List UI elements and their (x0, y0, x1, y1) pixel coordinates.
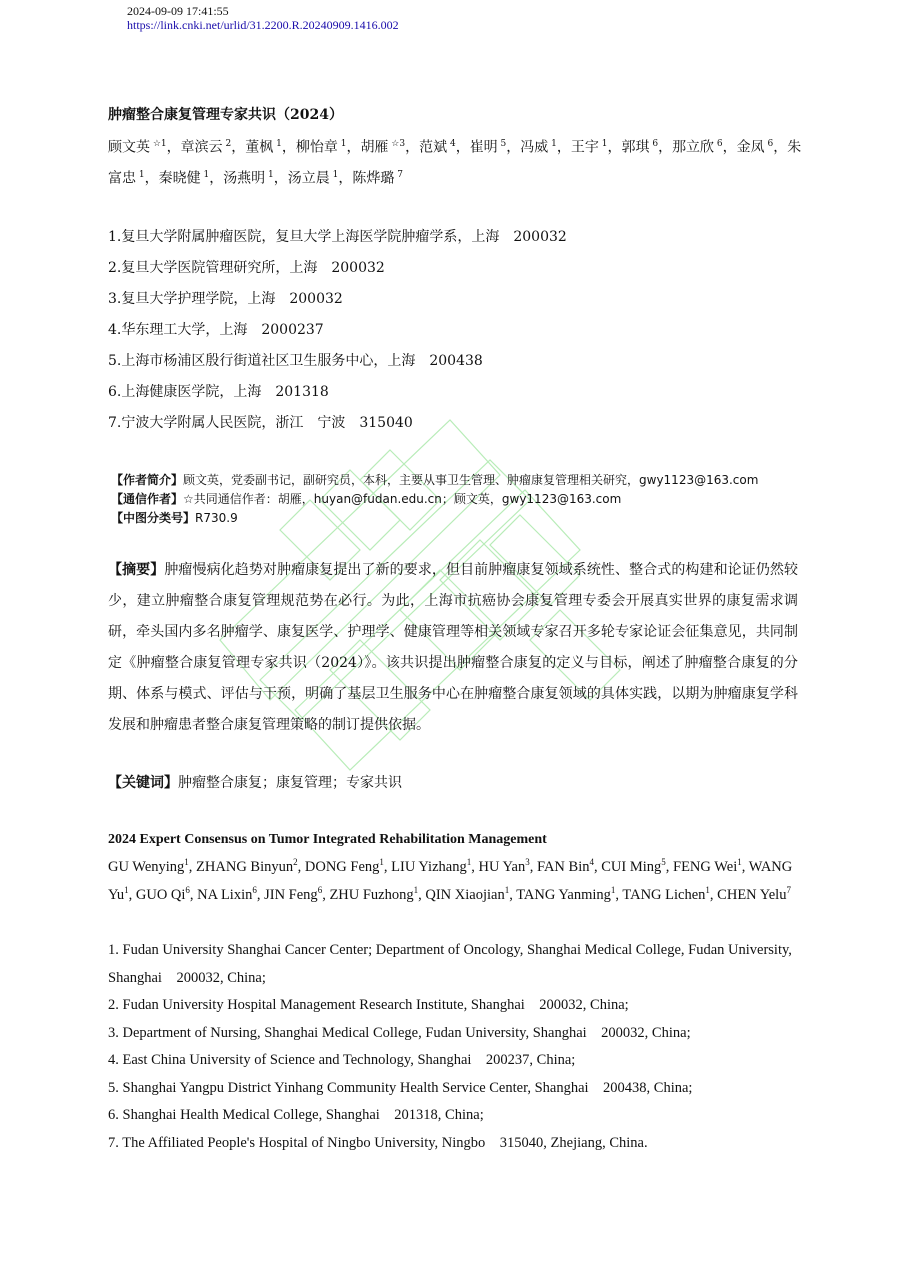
author-cn-affiliation-mark: 1 (329, 169, 339, 180)
corresponding-text: ☆共同通信作者：胡雁，huyan@fudan.edu.cn；顾文英，gwy1123@163.com (183, 492, 622, 506)
keywords (108, 773, 402, 793)
author-en-affiliation-mark: 6 (317, 884, 323, 895)
author-en-affiliation-mark: 1 (413, 884, 419, 895)
author-en-affiliation-mark: 5 (661, 857, 666, 868)
author-cn: 范斌 (419, 139, 448, 156)
author-en-affiliation-mark: 1 (466, 857, 472, 868)
author-en: JIN Feng (264, 886, 318, 903)
paper-title-en: 2024 Expert Consensus on Tumor Integrated Rehabilitation Management (108, 832, 547, 847)
affiliation-cn: 3.复旦大学护理学院，上海 200032 (108, 291, 343, 307)
author-cn: 柳怡章 (295, 139, 338, 156)
author-cn-affiliation-mark: ☆1 (150, 139, 167, 149)
abstract-label: 【摘要】 (108, 562, 165, 578)
author-en: FAN Bin (536, 859, 590, 875)
keywords-label: 【关键词】 (108, 775, 178, 791)
author-cn-affiliation-mark: ☆3 (388, 139, 406, 149)
author-cn-affiliation-mark: 1 (200, 169, 210, 180)
author-cn-affiliation-mark: 1 (598, 139, 608, 149)
author-en: GU Wenying (108, 859, 185, 875)
clc-value: R730.9 (195, 511, 238, 525)
author-cn: 汤燕明 (223, 170, 266, 187)
affiliation-en: 2. Fudan University Hospital Management Research Institute, Shanghai 200032, China; (108, 997, 629, 1013)
clc-label: 【中图分类号】 (111, 511, 196, 525)
author-cn-affiliation-mark: 4 (447, 139, 456, 149)
author-en: TANG Lichen (622, 886, 706, 903)
author-cn: 陈烨璐 (352, 170, 395, 187)
author-intro (111, 472, 758, 488)
abstract (108, 555, 798, 741)
affiliation-cn: 5.上海市杨浦区殷行街道社区卫生服务中心，上海 200438 (108, 353, 483, 369)
author-cn-affiliation-mark: 6 (649, 139, 659, 149)
affiliation-en: 1. Fudan University Shanghai Cancer Center; Department of Oncology, Shanghai Medical College, Fudan University, Shanghai 200032, China; (108, 942, 792, 986)
author-cn: 冯威 (520, 139, 549, 156)
author-en: TANG Yanming (516, 886, 611, 903)
author-cn-affiliation-mark: 1 (548, 139, 557, 149)
author-cn-affiliation-mark: 7 (394, 169, 403, 180)
author-list-en: GU Wenying$^1$, ZHANG Binyun$^2$, DONG Feng$^1$, LIU Yizhang$^1$, HU Yan$^3$, FAN Bin$^4$, CUI Ming$^5$, FENG Wei$^1$, WANG Yu$^1$, GUO Qi$^6$, NA Lixin$^6$, JIN Feng$^6$, ZHU Fuzhong$^1$, QIN Xiaojian$^1$, TANG Yanming$^1$, TANG Lichen$^1$, CHEN Yelu$^7$ (108, 857, 793, 903)
author-intro-text: 顾文英，党委副书记，副研究员，本科，主要从事卫生管理、肿瘤康复管理相关研究，gwy1123@163.com (183, 473, 759, 487)
author-en: CHEN Yelu (717, 886, 787, 903)
author-cn: 秦晓健 (158, 170, 201, 187)
author-en: GUO Qi (135, 886, 186, 903)
author-cn: 章滨云 (180, 139, 223, 156)
author-en-affiliation-mark: 1 (184, 857, 189, 868)
author-en-affiliation-mark: 3 (525, 857, 530, 868)
author-cn: 胡雁 (360, 139, 389, 156)
author-cn: 崔明 (469, 139, 498, 156)
author-cn: 朱富忠 (108, 139, 802, 187)
author-cn: 董枫 (245, 139, 274, 156)
cnki-url-link[interactable]: https://link.cnki.net/urlid/31.2200.R.20240909.1416.002 (127, 18, 399, 32)
author-en: QIN Xiaojian (425, 886, 505, 903)
author-cn-affiliation-mark: 5 (497, 139, 507, 149)
author-cn-affiliation-mark: 1 (136, 169, 145, 180)
author-en: CUI Ming (601, 859, 662, 875)
author-en: LIU Yizhang (391, 859, 467, 875)
author-en: DONG Feng (304, 859, 380, 875)
affiliation-en: 5. Shanghai Yangpu District Yinhang Community Health Service Center, Shanghai 200438, China; (108, 1079, 693, 1096)
paper-title-cn: 肿瘤整合康复管理专家共识（2024） (108, 107, 343, 123)
corresponding-label: 【通信作者】 (111, 492, 184, 506)
author-en: HU Yan (478, 859, 526, 875)
author-en-affiliation-mark: 1 (737, 857, 742, 868)
author-cn-affiliation-mark: 1 (273, 139, 282, 149)
affiliation-cn: 4.华东理工大学，上海 2000237 (108, 322, 324, 338)
author-cn: 郭琪 (621, 139, 650, 156)
affiliation-list-en (108, 937, 798, 1157)
author-en: NA Lixin (197, 886, 253, 903)
affiliation-en: 3. Department of Nursing, Shanghai Medical College, Fudan University, Shanghai 200032, China; (108, 1024, 691, 1041)
author-en: WANG Yu (108, 859, 793, 903)
author-en: ZHU Fuzhong (329, 886, 414, 903)
affiliation-cn: 7.宁波大学附属人民医院，浙江 宁波 315040 (108, 415, 413, 431)
keywords-text: 肿瘤整合康复；康复管理；专家共识 (178, 775, 402, 791)
author-cn: 金凤 (736, 139, 765, 156)
author-cn: 那立欣 (672, 139, 715, 156)
affiliation-cn: 2.复旦大学医院管理研究所，上海 200032 (108, 260, 385, 276)
clc-number (111, 510, 238, 526)
affiliation-cn: 1.复旦大学附属肿瘤医院，复旦大学上海医学院肿瘤学系，上海 200032 (108, 229, 567, 245)
author-en: ZHANG Binyun (196, 859, 294, 875)
affiliation-en: 7. The Affiliated People's Hospital of Ningbo University, Ningbo 315040, Zhejiang, China. (108, 1134, 648, 1151)
abstract-text: 肿瘤慢病化趋势对肿瘤康复提出了新的要求，但目前肿瘤康复领域系统性、整合式的构建和论证仍然较少，建立肿瘤整合康复管理规范势在必行。为此，上海市抗癌协会康复管理专委会开展真实世界的康复需求调研，牵头国内多名肿瘤学、康复医学、护理学、健康管理等相关领域专家召开多轮专家论证会征集意见，共同制定《肿瘤整合康复管理专家共识（2024）》。该共识提出肿瘤整合康复的定义与目标，阐述了肿瘤整合康复的分期、体系与模式、评估与干预，明确了基层卫生服务中心在肿瘤整合康复领域的具体实践，以期为肿瘤康复学科发展和肿瘤患者整合康复管理策略的制订提供依据。 (108, 562, 799, 733)
author-en-affiliation-mark: 1 (504, 884, 510, 895)
affiliation-en: 4. East China University of Science and Technology, Shanghai 200237, China; (108, 1052, 576, 1068)
author-cn: 顾文英 (108, 139, 150, 156)
author-en-affiliation-mark: 6 (185, 884, 190, 895)
author-list-cn: 顾文英 $^{☆1}$，章滨云 $^2$，董枫 $^1$，柳怡章 $^1$，胡雁 $^{☆3}$，范斌 $^4$，崔明 $^5$，冯威 $^1$，王宇 $^1$，郭琪 $^6$，那立欣 $^6$，金凤 $^6$，朱富忠 $^1$，秦晓健 $^1$，汤燕明 $^1$，汤立晨 $^1$，陈烨璐 $^7$ (108, 139, 802, 187)
author-en-affiliation-mark: 1 (705, 884, 710, 895)
author-cn: 王宇 (570, 139, 599, 156)
author-en-affiliation-mark: 4 (589, 857, 594, 868)
author-cn-affiliation-mark: 6 (764, 139, 774, 149)
author-cn: 汤立晨 (287, 170, 330, 187)
affiliation-cn: 6.上海健康医学院，上海 201318 (108, 384, 329, 400)
download-timestamp: 2024-09-09 17:41:55 (127, 4, 229, 18)
corresponding-author (111, 491, 621, 507)
author-cn-affiliation-mark: 2 (222, 139, 232, 149)
author-en-affiliation-mark: 1 (379, 857, 384, 868)
author-en-affiliation-mark: 1 (124, 884, 129, 895)
author-en-affiliation-mark: 6 (252, 884, 257, 895)
author-cn-affiliation-mark: 1 (337, 139, 347, 149)
author-en: FENG Wei (673, 859, 738, 875)
author-cn-affiliation-mark: 1 (265, 169, 274, 180)
author-intro-label: 【作者简介】 (111, 473, 184, 487)
author-en-affiliation-mark: 1 (610, 884, 616, 895)
author-en-affiliation-mark: 7 (786, 884, 791, 895)
author-en-affiliation-mark: 2 (293, 857, 298, 868)
author-cn-affiliation-mark: 6 (714, 139, 723, 149)
affiliation-en: 6. Shanghai Health Medical College, Shanghai 201318, China; (108, 1107, 484, 1123)
